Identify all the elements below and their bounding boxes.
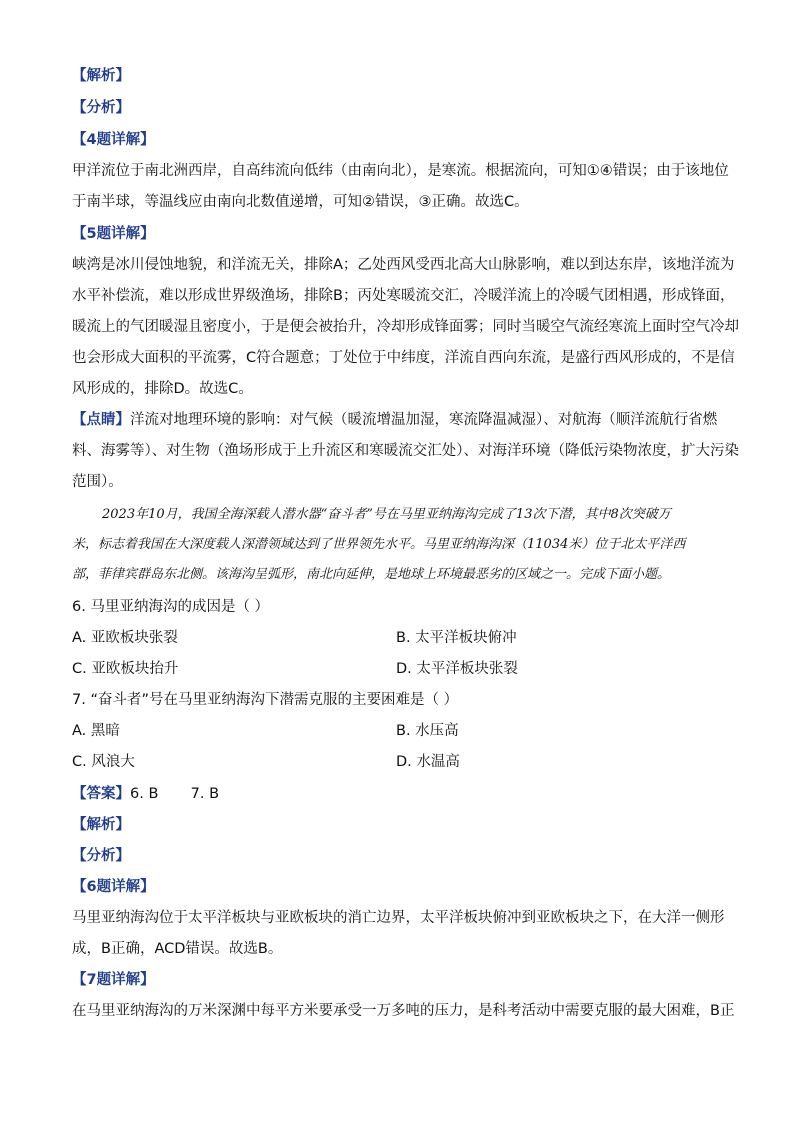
q5-detail-line: 暖流上的气团暖湿且密度小，于是便会被抬升，冷却形成锋面雾；同时当暖空气流经寒流上面时空气冷却 (72, 319, 739, 335)
jiexi-tag: 【解析】 (72, 68, 130, 84)
q5-detail-line: 也会形成大面积的平流雾，C符合题意；丁处位于中纬度，洋流自西向东流，是盛行西风形成的，不是信 (72, 350, 735, 366)
q7-option-b: B. 水压高 (396, 723, 459, 739)
q6-detail-line: 马里亚纳海沟位于太平洋板块与亚欧板块的消亡边界，太平洋板块俯冲到亚欧板块之下，在大洋一侧形 (72, 910, 725, 926)
q6-option-a: A. 亚欧板块张裂 (72, 630, 178, 646)
dianjing-line: 洋流对地理环境的影响：对气候（暖流增温加湿，寒流降温减湿）、对航海（顺洋流航行省燃 (130, 412, 718, 428)
passage-line: 米，标志着我国在大深度载人深潜领域达到了世界领先水平。马里亚纳海沟深（11034米）位于北太平洋西 (72, 537, 686, 552)
q5-detail-line: 水平补偿流，难以形成世界级渔场，排除B；丙处寒暖流交汇，冷暖洋流上的冷暖气团相遇，形成锋面， (72, 288, 735, 304)
q6-detail-line: 成，B正确，ACD错误。故选B。 (72, 941, 283, 957)
q7-option-a: A. 黑暗 (72, 723, 120, 739)
q4-detail-line: 甲洋流位于南北洲西岸，自高纬流向低纬（由南向北），是寒流。根据流向，可知①④错误；由于该地位 (72, 163, 729, 179)
q5-detail-line: 风形成的，排除D。故选C。 (72, 381, 253, 397)
fenxi-tag-2: 【分析】 (72, 848, 130, 864)
dianjing-line: 料、海雾等）、对生物（渔场形成于上升流区和寒暖流交汇处）、对海洋环境（降低污染物浓度，扩大污染 (72, 443, 739, 459)
answer-tag: 【答案】 (72, 786, 130, 802)
passage-line: 2023年10月，我国全海深载人潜水器“奋斗者”号在马里亚纳海沟完成了13次下潜，其中8次突破万 (102, 507, 671, 522)
q4-detail-heading: 【4题详解】 (72, 132, 155, 148)
q6-stem: 6. 马里亚纳海沟的成因是（ ） (72, 599, 270, 615)
answer-text: 6. B 7. B (130, 786, 220, 802)
q5-detail-line: 峡湾是冰川侵蚀地貌，和洋流无关，排除A；乙处西风受西北高大山脉影响，难以到达东岸，该地洋流为 (72, 257, 735, 273)
fenxi-tag: 【分析】 (72, 100, 130, 116)
jiexi-tag-2: 【解析】 (72, 817, 130, 833)
q4-detail-line: 于南半球，等温线应由南向北数值递增，可知②错误，③正确。故选C。 (72, 194, 529, 210)
dianjing-line: 范围）。 (72, 474, 123, 490)
q7-option-d: D. 水温高 (396, 754, 460, 770)
answer-line (72, 784, 219, 804)
q6-option-d: D. 太平洋板块张裂 (396, 661, 518, 677)
q7-detail-heading: 【7题详解】 (72, 972, 155, 988)
dianjing-paragraph (72, 410, 717, 430)
q6-option-b: B. 太平洋板块俯冲 (396, 630, 517, 646)
q6-option-c: C. 亚欧板块抬升 (72, 661, 179, 677)
q6-detail-heading: 【6题详解】 (72, 879, 155, 895)
q7-stem: 7. “奋斗者”号在马里亚纳海沟下潜需克服的主要困难是（ ） (72, 692, 459, 708)
q7-detail-line: 在马里亚纳海沟的万米深渊中每平方米要承受一万多吨的压力，是科考活动中需要克服的最大困难，B正 (72, 1003, 735, 1019)
q7-option-c: C. 风浪大 (72, 754, 135, 770)
dianjing-tag: 【点睛】 (72, 412, 130, 428)
q5-detail-heading: 【5题详解】 (72, 226, 155, 242)
passage-line: 部，菲律宾群岛东北侧。该海沟呈弧形，南北向延伸，是地球上环境最恶劣的区域之一。完成下面小题。 (72, 567, 671, 582)
